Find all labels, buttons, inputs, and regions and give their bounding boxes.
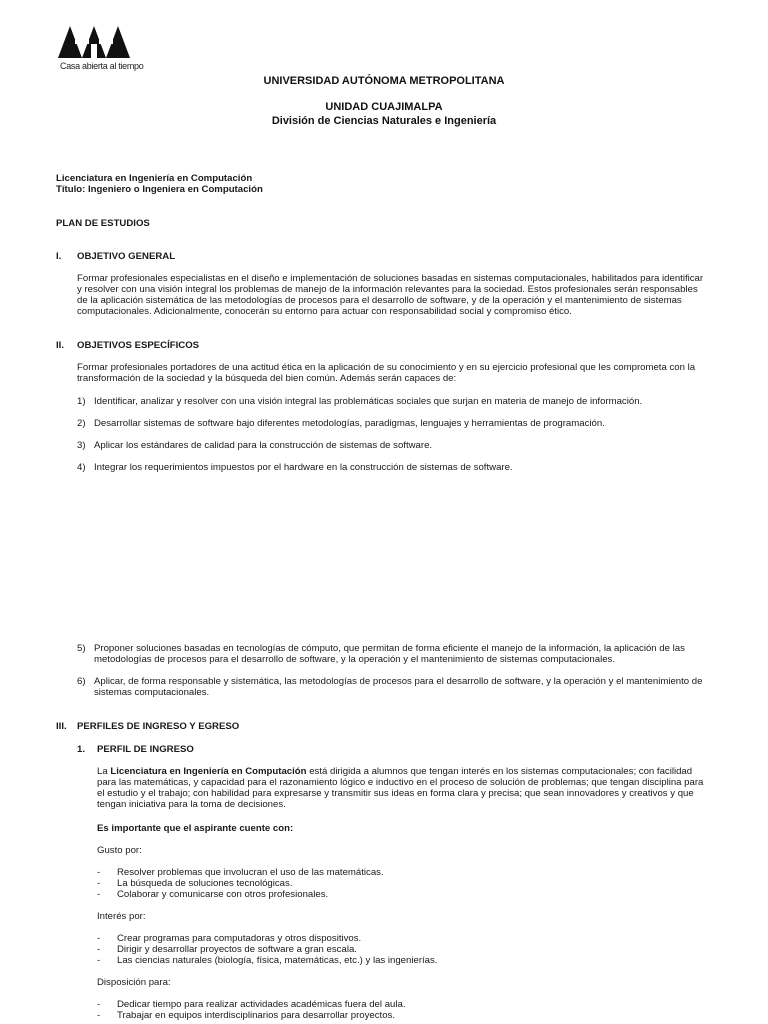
paragraph-line: para las matemáticas, y capacidad para el razonamiento lógico e inductivo en el proceso de solución de problemas; que tengan disciplina para <box>97 777 704 788</box>
paragraph-line: el estudio y el trabajo; con habilidad para expresarse y transmitir sus ideas en forma clara y precisa; que sean innovadores y creativos y que <box>97 788 694 799</box>
logo-tagline: Casa abierta al tiempo <box>60 61 144 71</box>
item-text: Identificar, analizar y resolver con una visión integral las problemáticas sociales que surjan en materia de manejo de información. <box>94 396 643 407</box>
list-item-text: Dirigir y desarrollar proyectos de software a gran escala. <box>117 944 357 955</box>
subsection1-num: 1. <box>77 744 86 755</box>
list-item <box>97 867 384 878</box>
section2-title: OBJETIVOS ESPECÍFICOS <box>77 340 200 351</box>
paragraph-line: de la aplicación sistemática de las metodologías de procesos para el desarrollo de software, y de la operación y el mantenimiento de sistemas <box>77 295 682 306</box>
list-item <box>97 933 437 944</box>
objective-item-3 <box>77 440 432 451</box>
uam-logo <box>58 24 142 72</box>
item-text: Aplicar, de forma responsable y sistemática, las metodologías de procesos para el desarrollo de software, y la operación y el mantenimiento de <box>94 676 703 687</box>
entry-profile-paragraph <box>97 766 713 810</box>
list-item <box>97 944 437 955</box>
paragraph-line: transformación de la sociedad y la búsqueda del bien común. Además serán capaces de: <box>77 373 457 384</box>
item-number: 4) <box>77 462 86 473</box>
list-item-text: Resolver problemas que involucran el uso de las matemáticas. <box>117 867 384 878</box>
objective-item-1 <box>77 396 642 407</box>
text-run: La <box>97 766 111 777</box>
item-number: 5) <box>77 643 86 654</box>
item-text: metodologías de procesos para el desarrollo de software, y la operación y el mantenimiento de sistemas computacionales. <box>94 654 616 665</box>
bullet: - <box>97 878 101 889</box>
bullet: - <box>97 889 101 900</box>
list-item-text: La búsqueda de soluciones tecnológicas. <box>117 878 293 889</box>
bullet-list <box>97 867 384 900</box>
paragraph-line: tengan iniciativa para la toma de decisiones. <box>97 799 286 810</box>
program-name: Licenciatura en Ingeniería en Computación <box>56 173 253 184</box>
important-heading: Es importante que el aspirante cuente con: <box>97 823 294 834</box>
subsection1-title: PERFIL DE INGRESO <box>97 744 194 755</box>
university-name: UNIVERSIDAD AUTÓNOMA METROPOLITANA <box>263 75 505 87</box>
list-item-text: Dedicar tiempo para realizar actividades académicas fuera del aula. <box>117 999 406 1010</box>
unit-name: UNIDAD CUAJIMALPA <box>325 101 443 113</box>
division-name: División de Ciencias Naturales e Ingeniería <box>271 115 497 127</box>
objective-item-4 <box>77 462 513 473</box>
section1-num: I. <box>56 251 62 262</box>
list-item-text: Crear programas para computadoras y otros dispositivos. <box>117 933 362 944</box>
group-label: Gusto por: <box>97 845 142 856</box>
section2-intro <box>77 362 713 384</box>
objective-item-6 <box>77 676 713 698</box>
paragraph-line: Formar profesionales portadores de una actitud ética en la aplicación de su conocimiento y en su ejercicio profesional que les comprometa con la <box>77 362 696 373</box>
item-text: Integrar los requerimientos impuestos por el hardware en la construcción de sistemas de software. <box>94 462 513 473</box>
bullet: - <box>97 944 101 955</box>
program-title: Título: Ingeniero o Ingeniera en Computación <box>56 184 263 195</box>
bullet: - <box>97 933 101 944</box>
group-label: Interés por: <box>97 911 146 922</box>
section1-title: OBJETIVO GENERAL <box>77 251 176 262</box>
objective-item-5 <box>77 643 713 665</box>
list-item-text: Colaborar y comunicarse con otros profesionales. <box>117 889 329 900</box>
text-run: está dirigida a alumnos que tengan interés en los sistemas computacionales; con facilidad <box>306 766 693 777</box>
paragraph-line: y resolver con una visión integral los problemas de manejo de la información relevantes para la sociedad. Estos profesionales serán responsables <box>77 284 698 295</box>
list-item <box>97 1010 406 1021</box>
list-item <box>97 999 406 1010</box>
list-item <box>97 889 384 900</box>
list-item-text: Las ciencias naturales (biología, física, matemáticas, etc.) y las ingenierías. <box>117 955 438 966</box>
item-text: sistemas computacionales. <box>94 687 210 698</box>
list-item <box>97 955 437 966</box>
item-text: Desarrollar sistemas de software bajo diferentes metodologías, paradigmas, lenguajes y herramientas de programación. <box>94 418 605 429</box>
item-number: 6) <box>77 676 86 687</box>
item-number: 1) <box>77 396 86 407</box>
item-text: Proponer soluciones basadas en tecnologías de cómputo, que permitan de forma eficiente el manejo de la información, la aplicación de las <box>94 643 685 654</box>
item-number: 3) <box>77 440 86 451</box>
list-item-text: Trabajar en equipos interdisciplinarios para desarrollar proyectos. <box>117 1010 396 1021</box>
bullet: - <box>97 1010 101 1021</box>
bullet: - <box>97 867 101 878</box>
uam-logo-icon <box>58 24 130 58</box>
bullet-list <box>97 933 437 966</box>
bullet: - <box>97 999 101 1010</box>
program-name-emphasis: Licenciatura en Ingeniería en Computación <box>110 766 307 777</box>
paragraph-line: computacionales. Adicionalmente, conocerán su entorno para actuar con responsabilidad social y compromiso ético. <box>77 306 572 317</box>
section3-title: PERFILES DE INGRESO Y EGRESO <box>77 721 240 732</box>
section3-num: III. <box>56 721 67 732</box>
bullet-list <box>97 999 406 1021</box>
bullet: - <box>97 955 101 966</box>
paragraph-line <box>97 766 713 777</box>
section1-paragraph <box>77 273 713 317</box>
section2-num: II. <box>56 340 64 351</box>
group-label: Disposición para: <box>97 977 171 988</box>
objective-item-2 <box>77 418 605 429</box>
paragraph-line: Formar profesionales especialistas en el diseño e implementación de soluciones basadas en sistemas computacionales, habilitados para identificar <box>77 273 704 284</box>
item-text: Aplicar los estándares de calidad para la construcción de sistemas de software. <box>94 440 433 451</box>
item-number: 2) <box>77 418 86 429</box>
plan-title: PLAN DE ESTUDIOS <box>56 218 150 229</box>
list-item <box>97 878 384 889</box>
